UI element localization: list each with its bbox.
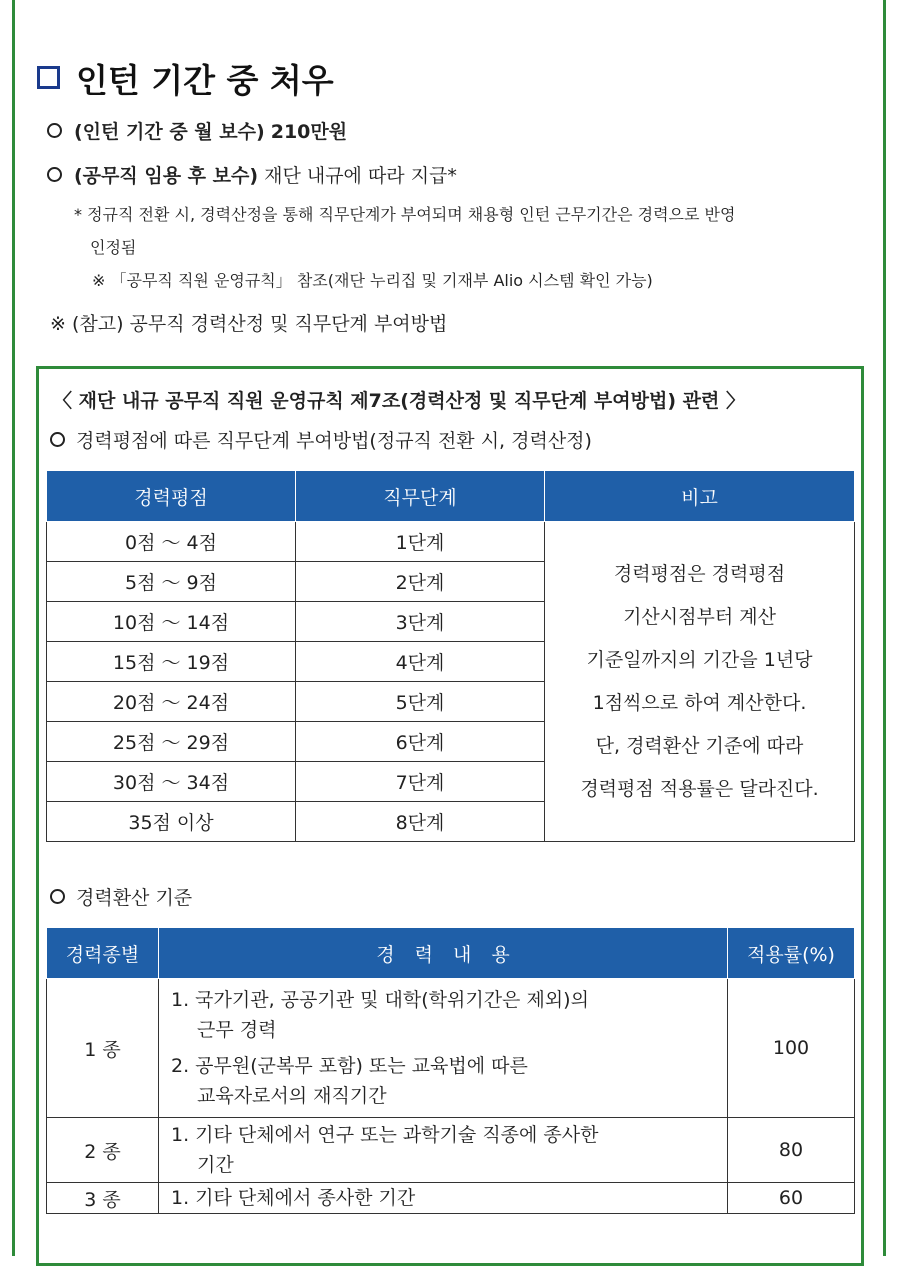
level-cell: 1단계 — [296, 522, 545, 562]
score-range-cell: 5점 ～ 9점 — [47, 562, 296, 602]
post-pay-value: 재단 내규에 따라 지급* — [264, 165, 457, 187]
content-item-continuation: 교육자로서의 재직기간 — [197, 1085, 387, 1107]
table-header-row — [47, 928, 855, 979]
circle-bullet-icon — [50, 889, 65, 904]
column-header: 경 력 내 용 — [159, 928, 728, 979]
level-cell: 4단계 — [296, 642, 545, 682]
circle-bullet-icon — [47, 123, 62, 138]
score-range-cell: 15점 ～ 19점 — [47, 642, 296, 682]
box-heading: 〈 재단 내규 공무직 직원 운영규칙 제7조(경력산정 및 직무단계 부여방법) 관련 〉 — [53, 390, 745, 412]
pay-line — [74, 117, 347, 144]
rate-cell: 60 — [728, 1183, 855, 1214]
content-cell — [159, 1118, 728, 1183]
conversion-table — [46, 927, 855, 1214]
subheading-conversion: 경력환산 기준 — [76, 887, 193, 909]
level-cell: 3단계 — [296, 602, 545, 642]
content-cell — [159, 1183, 728, 1214]
level-cell: 8단계 — [296, 802, 545, 842]
kind-cell: 3 종 — [47, 1183, 159, 1214]
content-item-continuation: 기간 — [197, 1154, 234, 1176]
score-range-cell: 30점 ～ 34점 — [47, 762, 296, 802]
score-range-cell: 0점 ～ 4점 — [47, 522, 296, 562]
remark-line: 기준일까지의 기간을 1년당 — [586, 648, 813, 671]
remark-line: 경력평점 적용률은 달라진다. — [580, 777, 819, 800]
column-header: 경력종별 — [47, 928, 159, 979]
column-header: 경력평점 — [47, 471, 296, 522]
content-item: 1. 기타 단체에서 연구 또는 과학기술 직종에 종사한 — [171, 1124, 599, 1146]
content-item: 1. 국가기관, 공공기관 및 대학(학위기간은 제외)의 — [171, 989, 589, 1011]
kind-cell: 1 종 — [47, 979, 159, 1118]
level-cell: 7단계 — [296, 762, 545, 802]
content-item-continuation: 근무 경력 — [197, 1019, 277, 1041]
content-item: 1. 기타 단체에서 종사한 기간 — [171, 1187, 416, 1209]
reference-line: ※ (참고) 공무직 경력산정 및 직무단계 부여방법 — [50, 313, 448, 335]
column-header: 비고 — [545, 471, 855, 522]
table-row — [47, 979, 855, 1118]
footnote-line2: 인정됨 — [90, 238, 137, 257]
footnote-line1: * 정규직 전환 시, 경력산정을 통해 직무단계가 부여되며 채용형 인턴 근무기간은 경력으로 반영 — [74, 205, 736, 224]
remark-line: 기산시점부터 계산 — [623, 605, 776, 628]
remark-line: 단, 경력환산 기준에 따라 — [595, 734, 804, 757]
rate-cell: 80 — [728, 1118, 855, 1183]
score-range-cell: 20점 ～ 24점 — [47, 682, 296, 722]
section-title: 인턴 기간 중 처우 — [76, 61, 334, 100]
square-bullet-icon — [37, 66, 60, 89]
post-pay-line — [74, 161, 457, 188]
level-cell: 5단계 — [296, 682, 545, 722]
column-header: 직무단계 — [296, 471, 545, 522]
circle-bullet-icon — [50, 432, 65, 447]
remark-line: 경력평점은 경력평점 — [613, 562, 786, 585]
level-cell: 2단계 — [296, 562, 545, 602]
remark-line: 1점씩으로 하여 계산한다. — [592, 691, 807, 714]
post-pay-label: (공무직 임용 후 보수) — [74, 165, 259, 187]
pay-value: 210만원 — [270, 121, 348, 143]
footnote-reference: ※ 「공무직 직원 운영규칙」 참조(재단 누리집 및 기재부 Alio 시스템 확인 가능) — [92, 271, 653, 290]
score-range-cell: 25점 ～ 29점 — [47, 722, 296, 762]
table-row — [47, 1183, 855, 1214]
table-row — [47, 1118, 855, 1183]
kind-cell: 2 종 — [47, 1118, 159, 1183]
table-row — [47, 522, 855, 562]
column-header: 적용률(%) — [728, 928, 855, 979]
score-range-cell: 10점 ～ 14점 — [47, 602, 296, 642]
remark-cell — [545, 522, 855, 842]
grade-table — [46, 470, 855, 842]
content-cell — [159, 979, 728, 1118]
content-item: 2. 공무원(군복무 포함) 또는 교육법에 따른 — [171, 1055, 528, 1077]
table-header-row — [47, 471, 855, 522]
level-cell: 6단계 — [296, 722, 545, 762]
pay-label: (인턴 기간 중 월 보수) — [74, 121, 265, 143]
score-range-cell: 35점 이상 — [47, 802, 296, 842]
rate-cell: 100 — [728, 979, 855, 1118]
subheading-grading: 경력평점에 따른 직무단계 부여방법(정규직 전환 시, 경력산정) — [76, 430, 592, 452]
circle-bullet-icon — [47, 167, 62, 182]
